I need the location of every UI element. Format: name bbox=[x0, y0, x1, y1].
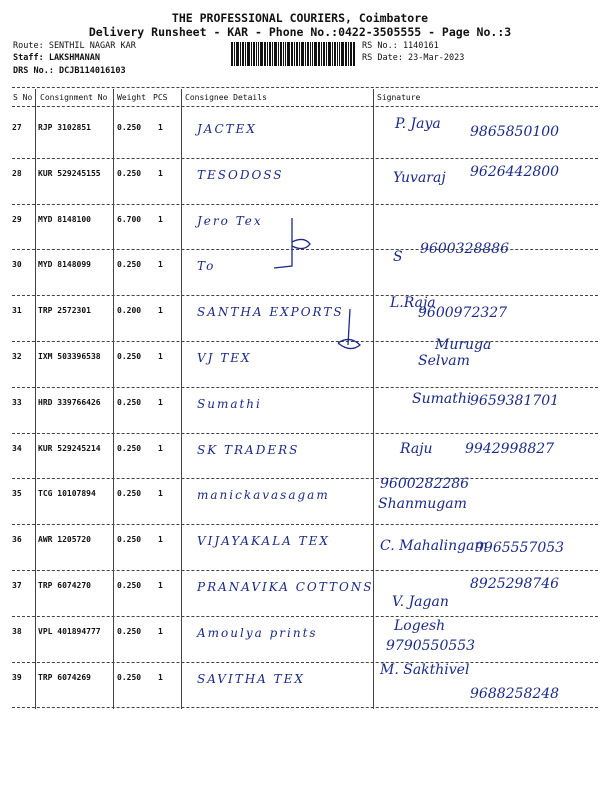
row-weight: 0.250 bbox=[117, 581, 142, 590]
row-weight: 0.250 bbox=[117, 489, 142, 499]
row-phone: 8925298746 bbox=[470, 576, 560, 592]
row-consignee-name: Amoulya prints bbox=[197, 625, 318, 640]
col-signature-header: Signature bbox=[377, 93, 421, 102]
row-pcs: 1 bbox=[158, 123, 163, 132]
row-phone: 9659381701 bbox=[470, 392, 560, 409]
row-sno: 38 bbox=[12, 626, 22, 636]
row-sno: 36 bbox=[12, 535, 22, 545]
row-sno: 33 bbox=[12, 397, 22, 407]
row-pcs: 1 bbox=[158, 626, 163, 636]
row-consignee-name: TESODOSS bbox=[197, 167, 284, 182]
row-phone: 9790550553 bbox=[386, 637, 476, 654]
row-pcs: 1 bbox=[158, 535, 163, 545]
row-signature: L.Raja bbox=[390, 295, 436, 312]
row-weight: 0.250 bbox=[117, 535, 142, 545]
row-consignee-name: SANTHA EXPORTS bbox=[197, 305, 344, 320]
row-consignment-no: MYD 8148099 bbox=[38, 260, 91, 270]
header-bottom-rule bbox=[12, 106, 598, 107]
row-phone: 9942998827 bbox=[465, 440, 555, 457]
row-signature: M. Sakthivel bbox=[380, 661, 470, 678]
row-consignment-no: KUR 529245214 bbox=[38, 443, 101, 453]
row-pcs: 1 bbox=[158, 489, 163, 499]
row-pcs: 1 bbox=[158, 352, 163, 361]
row-phone: Selvam bbox=[418, 353, 470, 369]
row-pcs: 1 bbox=[158, 214, 163, 224]
runsheet-subtitle: Delivery Runsheet - KAR - Phone No.:0422-3505555 - Page No.:3 bbox=[88, 25, 512, 39]
row-weight: 0.250 bbox=[117, 672, 142, 682]
row-signature: P. Jaya bbox=[395, 116, 441, 132]
row-consignment-no: MYD 8148100 bbox=[38, 214, 91, 224]
row-consignee-name: VJ TEX bbox=[197, 351, 252, 365]
row-pcs: 1 bbox=[158, 672, 163, 682]
row-consignment-no: RJP 3102851 bbox=[38, 123, 91, 132]
barcode-image bbox=[231, 42, 355, 66]
row-phone: 9600282286 bbox=[380, 476, 470, 493]
row-divider bbox=[12, 341, 598, 342]
col-weight-header: Weight bbox=[117, 93, 146, 102]
row-divider bbox=[12, 570, 598, 571]
row-divider bbox=[12, 616, 598, 617]
row-divider bbox=[12, 478, 598, 479]
row-phone: 9626442800 bbox=[470, 163, 560, 180]
row-divider bbox=[12, 295, 598, 296]
row-weight: 0.250 bbox=[117, 397, 142, 407]
col-pcs-header: PCS bbox=[153, 93, 168, 102]
route-label: Route: SENTHIL NAGAR KAR bbox=[13, 41, 136, 51]
row-consignment-no: VPL 401894777 bbox=[38, 626, 101, 636]
row-weight: 0.250 bbox=[117, 168, 142, 178]
col-sno-header: S No bbox=[13, 93, 33, 102]
row-pcs: 1 bbox=[158, 168, 163, 178]
staff-label: Staff: LAKSHMANAN bbox=[13, 53, 100, 63]
row-signature: S bbox=[393, 249, 403, 266]
row-phone: 9600328886 bbox=[420, 241, 510, 258]
row-weight: 0.250 bbox=[117, 626, 142, 636]
row-signature: Shanmugam bbox=[378, 496, 467, 513]
row-pcs: 1 bbox=[158, 397, 163, 407]
row-pcs: 1 bbox=[158, 260, 163, 270]
row-divider bbox=[12, 524, 598, 525]
row-consignee-name: To bbox=[197, 259, 216, 274]
row-signature: C. Mahalingam bbox=[380, 538, 488, 555]
row-divider bbox=[12, 707, 598, 708]
row-signature: Logesh bbox=[394, 617, 446, 634]
row-consignment-no: IXM 503396538 bbox=[38, 352, 101, 361]
row-sno: 28 bbox=[12, 168, 22, 178]
row-pcs: 1 bbox=[158, 581, 163, 590]
row-consignment-no: TRP 2572301 bbox=[38, 306, 91, 316]
row-consignment-no: KUR 529245155 bbox=[38, 168, 101, 178]
row-sno: 39 bbox=[12, 672, 22, 682]
row-sno: 34 bbox=[12, 443, 22, 453]
row-consignee-name: Jero Tex bbox=[197, 213, 263, 228]
row-pcs: 1 bbox=[158, 443, 163, 453]
row-signature: Sumathi bbox=[412, 390, 472, 407]
row-weight: 6.700 bbox=[117, 214, 142, 224]
col-consignment-header: Consignment No bbox=[40, 93, 108, 102]
row-consignee-name: manickavasagam bbox=[197, 488, 330, 503]
row-weight: 0.200 bbox=[117, 306, 142, 316]
row-consignee-name: Sumathi bbox=[197, 396, 262, 411]
row-sno: 30 bbox=[12, 260, 22, 270]
row-consignment-no: TCG 10107894 bbox=[38, 489, 96, 499]
col-consignee-header: Consignee Details bbox=[185, 93, 267, 102]
ink-scribble bbox=[330, 305, 370, 355]
row-sno: 29 bbox=[12, 214, 22, 224]
row-phone: 9688258248 bbox=[470, 685, 560, 702]
row-weight: 0.250 bbox=[117, 260, 142, 270]
row-consignee-name: SK TRADERS bbox=[197, 442, 300, 457]
row-consignment-no: AWR 1205720 bbox=[38, 535, 91, 545]
row-divider bbox=[12, 662, 598, 663]
runsheet-title: THE PROFESSIONAL COURIERS, Coimbatore bbox=[171, 11, 429, 25]
row-consignee-name: PRANAVIKA COTTONS bbox=[197, 580, 374, 594]
row-divider bbox=[12, 204, 598, 205]
row-consignment-no: HRD 339766426 bbox=[38, 397, 101, 407]
row-pcs: 1 bbox=[158, 306, 163, 316]
row-consignee-name: VIJAYAKALA TEX bbox=[197, 534, 330, 549]
row-sno: 32 bbox=[12, 352, 22, 361]
rs-number: RS No.: 1140161 bbox=[362, 41, 439, 51]
bracket-scribble bbox=[260, 210, 340, 280]
rs-date: RS Date: 23-Mar-2023 bbox=[362, 53, 465, 63]
header-top-rule bbox=[12, 87, 598, 88]
row-signature: Yuvaraj bbox=[393, 169, 446, 186]
row-consignee-name: JACTEX bbox=[197, 122, 257, 136]
row-consignment-no: TRP 6074269 bbox=[38, 672, 91, 682]
row-sno: 31 bbox=[12, 306, 22, 316]
row-weight: 0.250 bbox=[117, 443, 142, 453]
row-phone: 9965557053 bbox=[475, 540, 565, 557]
row-weight: 0.250 bbox=[117, 352, 142, 361]
row-consignee-name: SAVITHA TEX bbox=[197, 671, 305, 686]
row-signature: Muruga bbox=[435, 337, 492, 353]
row-sno: 35 bbox=[12, 489, 22, 499]
row-signature: Raju bbox=[400, 440, 433, 457]
drs-number: DRS No.: DCJB114016103 bbox=[13, 66, 126, 76]
row-signature: V. Jagan bbox=[392, 594, 449, 610]
row-sno: 37 bbox=[12, 581, 22, 590]
row-divider bbox=[12, 158, 598, 159]
row-phone: 9865850100 bbox=[470, 124, 560, 140]
row-consignment-no: TRP 6074270 bbox=[38, 581, 91, 590]
row-divider bbox=[12, 433, 598, 434]
row-phone: 9600972327 bbox=[418, 305, 508, 322]
row-divider bbox=[12, 387, 598, 388]
row-sno: 27 bbox=[12, 123, 22, 132]
row-weight: 0.250 bbox=[117, 123, 142, 132]
